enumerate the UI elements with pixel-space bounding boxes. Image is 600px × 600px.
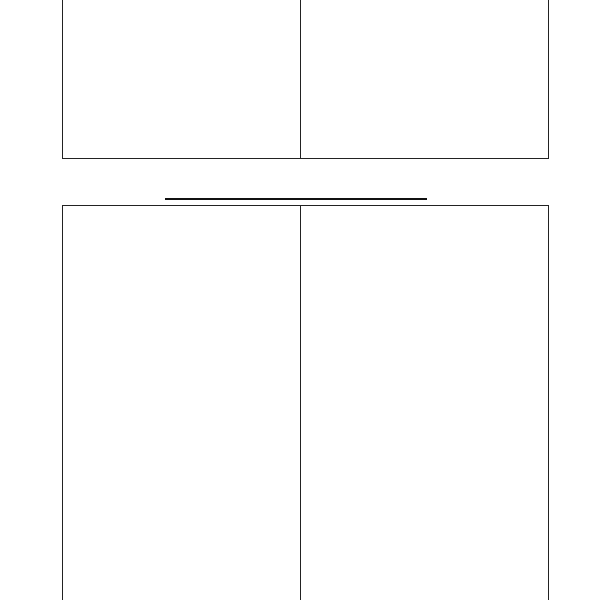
bottom-left-border <box>62 205 63 600</box>
top-bottom-border <box>62 158 549 159</box>
bottom-center-divider <box>300 205 301 600</box>
bottom-right-border <box>548 205 549 600</box>
section-heading-underline <box>165 198 427 200</box>
top-center-divider <box>300 0 301 158</box>
bottom-top-border <box>62 205 549 206</box>
top-toc-section <box>0 0 600 160</box>
top-right-border <box>548 0 549 158</box>
top-left-border <box>62 0 63 158</box>
